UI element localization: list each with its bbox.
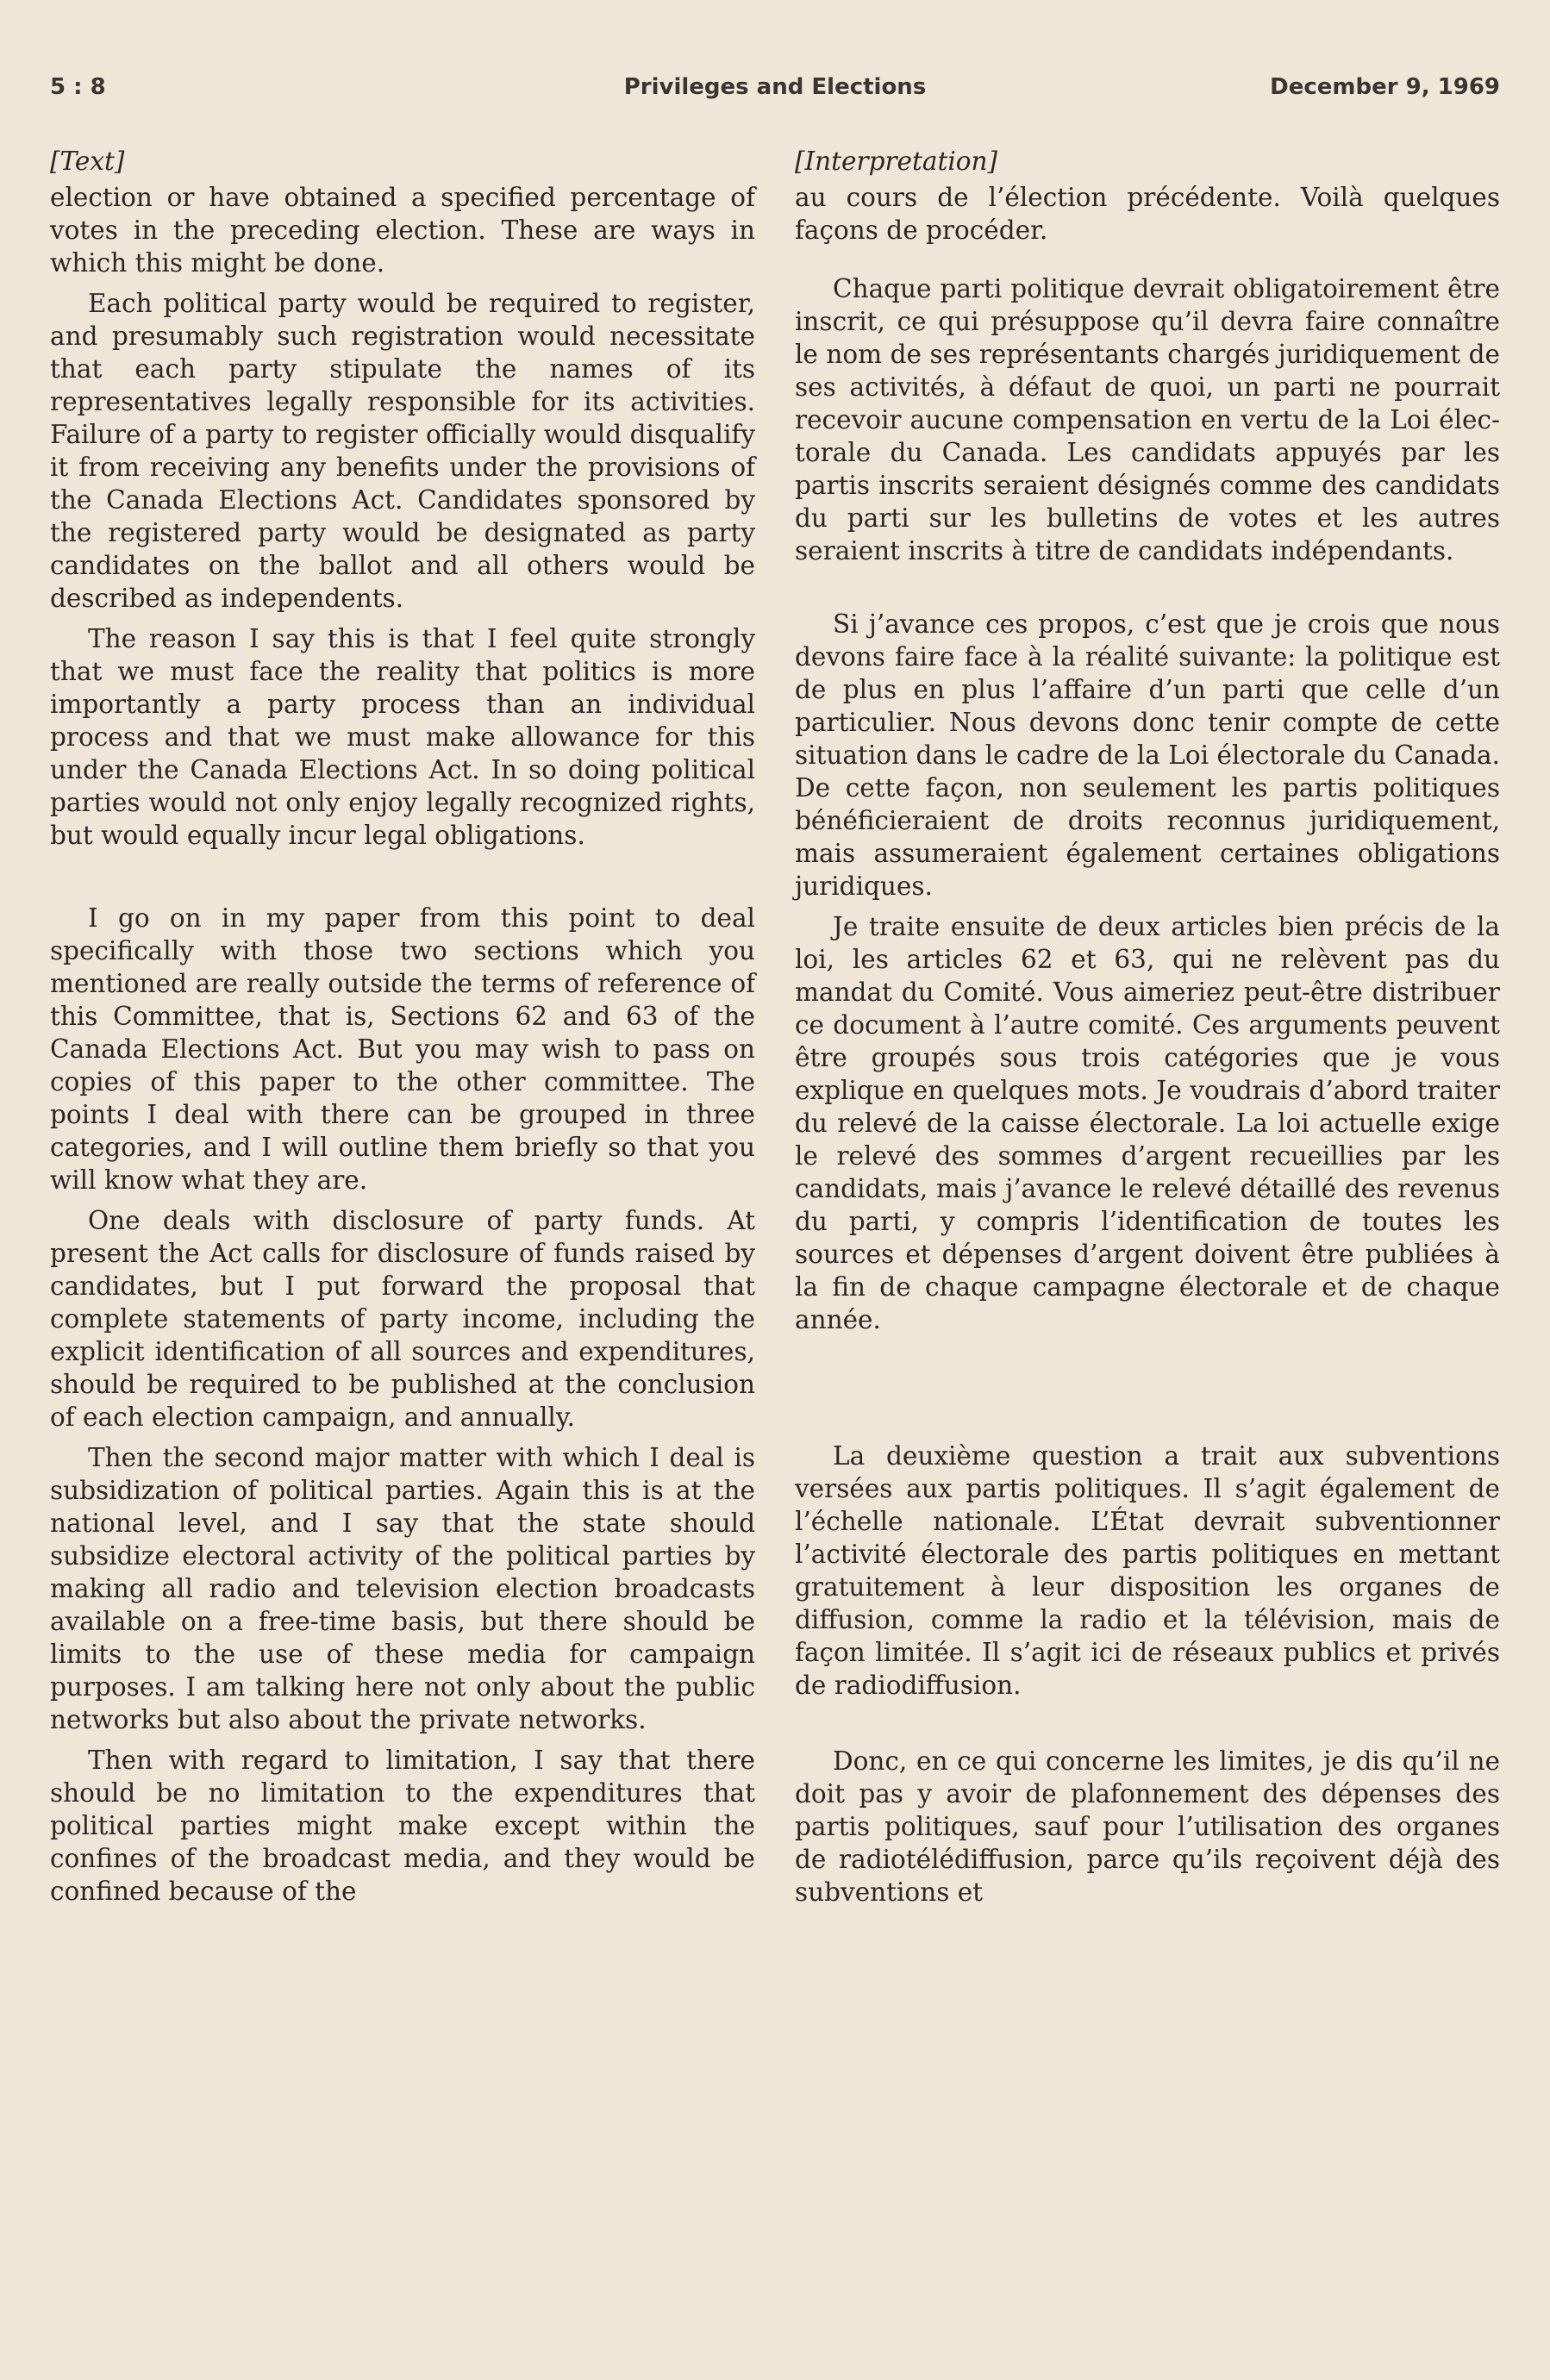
paragraph: I go on in my paper from this point to deal specifically with those two sections which you mentioned are really outside the terms of reference of this Committee, that is, Sections 62 and 63 of the Canada Elections Act. But you may wish to pass on copies of this paper to the other committee. The points I deal with there can be grouped in three categories, and I will outline them briefly so that you will know what they are. [50,903,755,1195]
page-number: 5 : 8 [50,74,106,100]
paragraph: au cours de l’élection précédente. Voilà quelques façons de procéder. [795,183,1500,245]
column-label-text: [Text] [50,147,125,176]
paragraph: Donc, en ce qui concerne les limites, je dis qu’il ne doit pas y avoir de plafonnement des dépenses des partis politiques, sauf pour l’utilisation des organes de radiotélédiffusion, parce qu’ils reçoivent déjà des subventions et [795,1746,1500,1907]
paragraph: Then with regard to limitation, I say that there should be no limitation to the expenditures that political parties might make except within the confines of the broadcast media, and they would be confined because of the [50,1746,755,1906]
header-date: December 9, 1969 [1270,74,1500,100]
english-column [50,145,755,1915]
paragraph: Si j’avance ces propos, c’est que je crois que nous devons faire face à la réalité suivante: la politique est de plus en plus l’affaire d’un parti que celle d’un particulier. Nous devons donc tenir compte de cette situation dans le cadre de la Loi électorale du Canada. De cette façon, non seulement les partis politiques bénéficieraient de droits reconnus juridiquement, mais assumeraient également certaines obligations juridiques. [795,609,1500,901]
running-title: Privileges and Elections [623,74,927,100]
column-label-interpretation: [Interpretation] [795,147,998,176]
paragraph: The reason I say this is that I feel quite strongly that we must face the reality that politics is more importantly a party process than an individual process and that we must make allowance for this under the Canada Elections Act. In so doing political parties would not only enjoy legally recognized rights, but would equally incur legal obligations. [50,624,755,850]
paragraph: One deals with disclosure of party funds. At present the Act calls for disclosure of funds raised by candidates, but I put forward the proposal that complete statements of party income, including the explicit identification of all sources and expenditures, should be required to be published at the conclusion of each election campaign, and annually. [50,1206,755,1432]
paragraph: election or have obtained a specified percentage of votes in the preceding election. These are ways in which this might be done. [50,183,755,278]
paragraph: Then the second major matter with which I deal is subsidization of political parties. Again this is at the national level, and I say that the state should subsidize electoral activity of the political parties by making all radio and television election broadcasts available on a free-time basis, but there should be limits to the use of these media for campaign purposes. I am talking here not only about the public networks but also about the private networks. [50,1443,755,1734]
paragraph: Je traite ensuite de deux articles bien précis de la loi, les articles 62 et 63, qui ne relèvent pas du mandat du Comité. Vous aimeriez peut-être distribuer ce document à l’autre comité. Ces arguments peuvent être groupés sous trois catégories que je vous explique en quelques mots. Je voudrais d’abord traiter du relevé de la caisse électorale. La loi actuelle exige le relevé des sommes d’argent recueillies par les candidats, mais j’avance le relevé détaillé des revenus du parti, y compris l’identification de toutes les sources et dépenses d’argent doivent être publiées à la fin de chaque campagne électorale et de chaque année. [795,912,1500,1334]
french-column [795,145,1500,1916]
page-header [50,74,1500,109]
paragraph: Each political party would be required to register, and presumably such registration would necessitate that each party stipulate the names of its representatives legally responsible for its activities. Failure of a party to register officially would disqualify it from receiving any benefits under the provisions of the Canada Elections Act. Candidates sponsored by the registered party would be designated as party candidates on the ballot and all others would be described as independents. [50,289,755,613]
paragraph: La deuxième question a trait aux subventions versées aux partis politiques. Il s’agit également de l’échelle nationale. L’État devrait subventionner l’activité électorale des partis politiques en mettant gratuitement à leur disposition les organes de diffusion, comme la radio et la télévision, mais de façon limitée. Il s’agit ici de réseaux publics et privés de radiodiffusion. [795,1441,1500,1700]
paragraph: Chaque parti politique devrait obligatoirement être inscrit, ce qui présuppose qu’il devra faire connaître le nom de ses représentants chargés juridiquement de ses activités, à défaut de quoi, un parti ne pourrait recevoir aucune compensation en vertu de la Loi électorale du Canada. Les candidats appuyés par les partis inscrits seraient désignés comme des candidats du parti sur les bulletins de votes et les autres seraient inscrits à titre de candidats indépendants. [795,274,1500,565]
